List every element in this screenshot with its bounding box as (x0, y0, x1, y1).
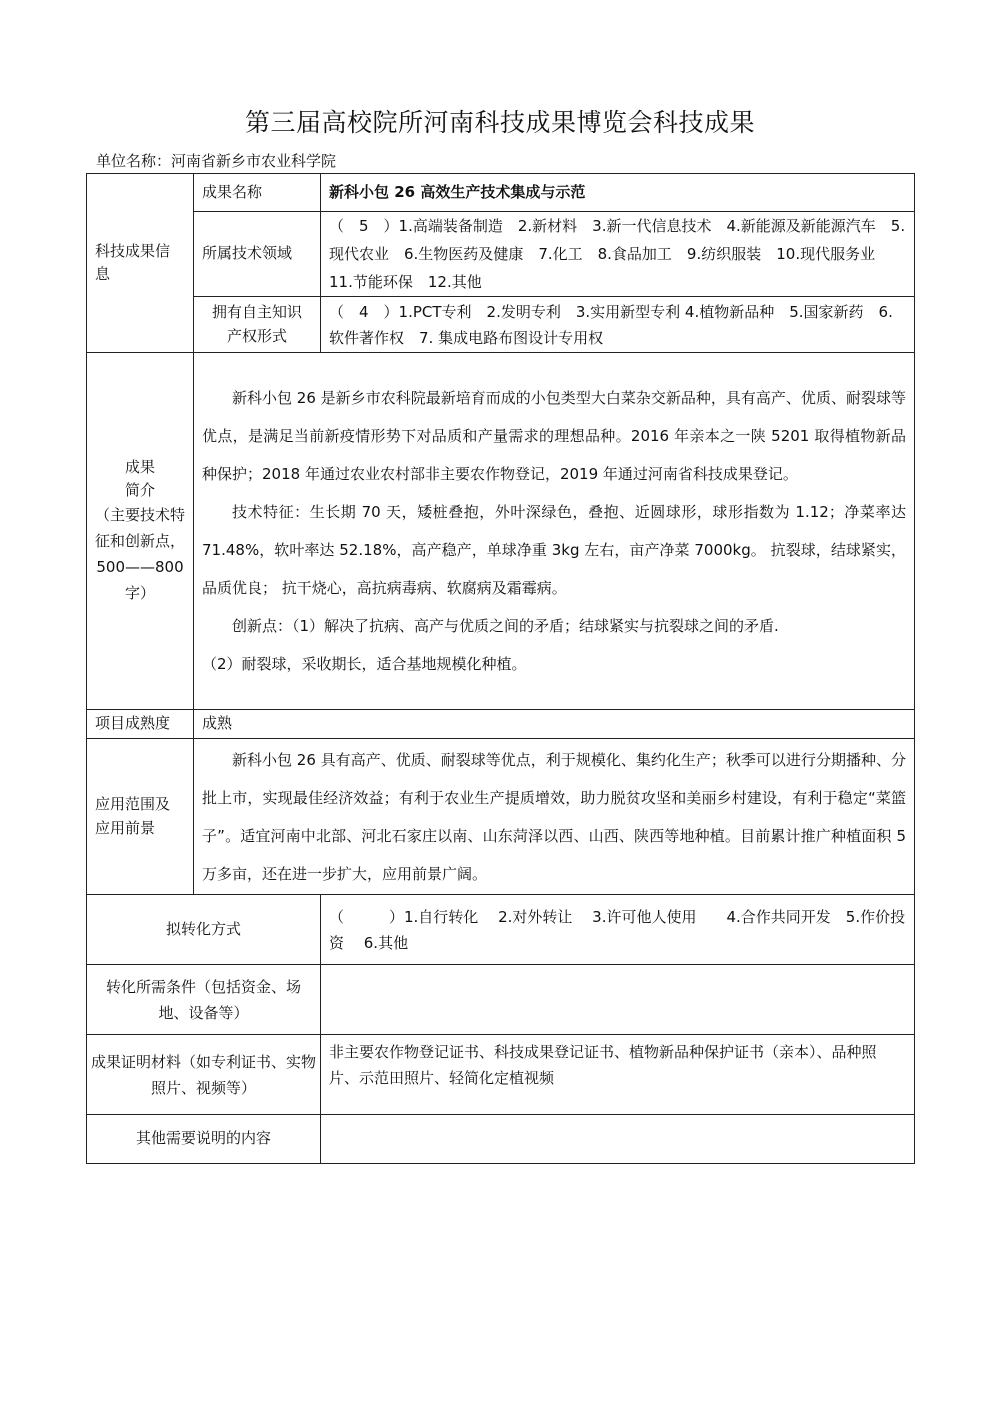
name-value: 新科小包 26 高效生产技术集成与示范 (321, 174, 915, 212)
application-label: 应用范围及应用前景 (87, 739, 194, 895)
field-label: 所属技术领域 (194, 212, 321, 297)
tech-info-section-label: 科技成果信息 (87, 174, 194, 353)
summary-paragraph-3: 创新点：（1）解决了抗病、高产与优质之间的矛盾；结球紧实与抗裂球之间的矛盾. (232, 617, 779, 635)
maturity-label: 项目成熟度 (87, 710, 194, 739)
proof-label: 成果证明材料（如专利证书、实物照片、视频等） (87, 1035, 321, 1115)
summary-label (87, 353, 194, 710)
conditions-value (321, 965, 915, 1035)
field-value: （ 5 ）1.高端装备制造 2.新材料 3.新一代信息技术 4.新能源及新能源汽车 5.现代农业 6.生物医药及健康 7.化工 8.食品加工 9.纺织服装 10.现代服务业 11.节能环保 12.其他 (321, 212, 915, 297)
maturity-value: 成熟 (194, 710, 915, 739)
other-label: 其他需要说明的内容 (87, 1115, 321, 1164)
ip-value: （ 4 ）1.PCT专利 2.发明专利 3.实用新型专利 4.植物新品种 5.国家新药 6.软件著作权 7. 集成电路布图设计专用权 (321, 297, 915, 353)
page-title: 第三届高校院所河南科技成果博览会科技成果 (244, 108, 755, 137)
application-content (194, 739, 915, 895)
proof-value: 非主要农作物登记证书、科技成果登记证书、植物新品种保护证书（亲本）、品种照片、示范田照片、轻简化定植视频 (321, 1035, 915, 1115)
unit-label: 单位名称： (96, 152, 172, 170)
summary-content (194, 353, 915, 710)
conditions-label: 转化所需条件（包括资金、场地、设备等） (87, 965, 321, 1035)
achievement-form (86, 173, 915, 1164)
summary-paragraph-4: （2）耐裂球，采收期长，适合基地规模化种植。 (202, 655, 527, 673)
transfer-label: 拟转化方式 (87, 895, 321, 965)
summary-label-line2: 简介 (124, 481, 155, 499)
summary-label-line1: 成果 (124, 457, 155, 476)
unit-name (96, 150, 336, 171)
transfer-value: （ ）1.自行转化 2.对外转让 3.许可他人使用 4.合作共同开发 5.作价投资 6.其他 (321, 895, 915, 965)
unit-value: 河南省新乡市农业科学院 (171, 152, 337, 170)
ip-label: 拥有自主知识产权形式 (194, 297, 321, 353)
name-label: 成果名称 (194, 174, 321, 212)
summary-paragraph-2: 技术特征：生长期 70 天，矮桩叠抱，外叶深绿色，叠抱、近圆球形，球形指数为 1.12；净菜率达 71.48%，软叶率达 52.18%，高产稳产，单球净重 3kg 左右，亩产净菜 7000kg。 抗裂球，结球紧实，品质优良； 抗干烧心，高抗病毒病、软腐病及霜霉病。 (202, 503, 906, 597)
summary-paragraph-1: 新科小包 26 是新乡市农科院最新培育而成的小包类型大白菜杂交新品种，具有高产、优质、耐裂球等优点，是满足当前新疫情形势下对品质和产量需求的理想品种。2016 年亲本之一陕 5201 取得植物新品种保护；2018 年通过农业农村部非主要农作物登记，2019 年通过河南省科技成果登记。 (202, 389, 906, 483)
summary-label-line3: （主要技术特征和创新点，500——800 字） (95, 506, 186, 603)
application-text: 新科小包 26 具有高产、优质、耐裂球等优点，利于规模化、集约化生产；秋季可以进行分期播种、分批上市，实现最佳经济效益；有利于农业生产提质增效，助力脱贫攻坚和美丽乡村建设，有利于稳定“菜篮子”。适宜河南中北部、河北石家庄以南、山东菏泽以西、山西、陕西等地种植。目前累计推广种植面积 5 万多亩，还在进一步扩大，应用前景广阔。 (202, 750, 906, 883)
other-value (321, 1115, 915, 1164)
